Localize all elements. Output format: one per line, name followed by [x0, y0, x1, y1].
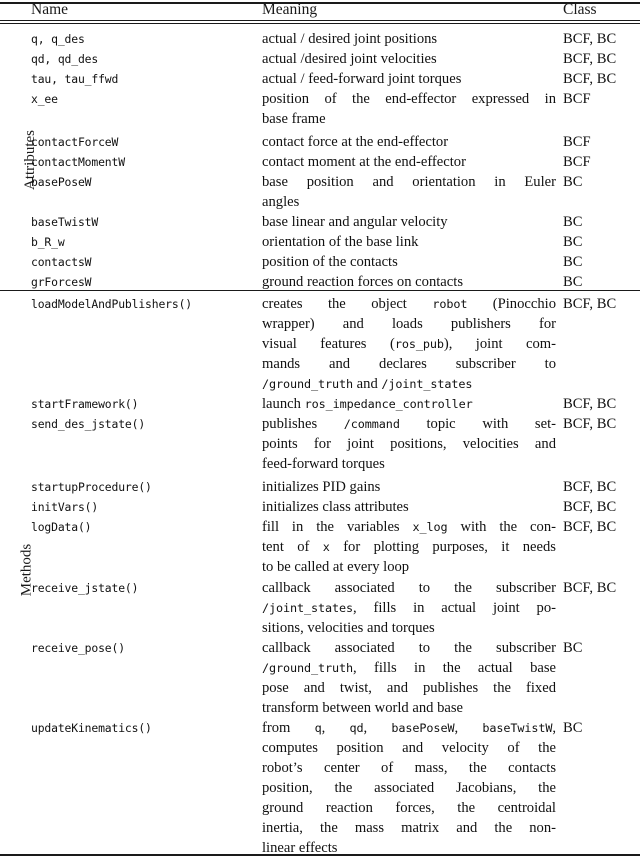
attribute-class: BC [563, 214, 583, 230]
meaning-line [262, 598, 556, 618]
method-name: updateKinematics() [31, 721, 152, 735]
method-meaning [262, 517, 556, 577]
meaning-text: tent of [262, 539, 323, 555]
meaning-text: launch [262, 396, 305, 412]
meaning-line: angles [262, 194, 300, 210]
code-token: /ground_truth [262, 377, 354, 391]
meaning-line: ground reaction forces, the centroidal [262, 800, 556, 816]
method-class: BCF, BC [563, 499, 617, 515]
attribute-class: BCF [563, 154, 591, 170]
method-name: startFramework() [31, 397, 139, 411]
meaning-line: inertia, the mass matrix and the non- [262, 820, 556, 836]
meaning-line: linear effects [262, 840, 338, 856]
meaning-text: , fills in actual joint po- [353, 600, 556, 616]
method-name: receive_jstate() [31, 581, 139, 595]
meaning-text: , [363, 720, 392, 736]
meaning-line [262, 718, 556, 738]
method-meaning [262, 394, 556, 414]
meaning-line [262, 658, 556, 678]
meaning-line: mands and declares subscriber to [262, 356, 556, 372]
attribute-name: grForcesW [31, 275, 92, 289]
attribute-meaning [262, 89, 556, 129]
code-token: x_log [412, 520, 448, 534]
meaning-text: (Pinocchio [467, 296, 556, 312]
attribute-name: x_ee [31, 92, 58, 106]
method-class: BCF, BC [563, 396, 617, 412]
code-token: q [314, 721, 322, 735]
attribute-meaning: base linear and angular velocity [262, 214, 448, 230]
method-class: BCF, BC [563, 416, 617, 432]
meaning-text: visual features ( [262, 336, 395, 352]
meaning-text: fill in the variables [262, 519, 413, 535]
meaning-line [262, 334, 556, 354]
group-label-attributes-text: Attributes [22, 130, 38, 190]
method-name: receive_pose() [31, 641, 125, 655]
attribute-name: qd, qd_des [31, 52, 99, 66]
meaning-text: and [353, 376, 382, 392]
attribute-class: BC [563, 234, 583, 250]
code-token: ros_pub [394, 337, 444, 351]
attribute-meaning: actual / feed-forward joint torques [262, 71, 462, 87]
attribute-name: contactForceW [31, 135, 119, 149]
code-token: baseTwistW [482, 721, 553, 735]
code-token: /command [343, 417, 400, 431]
meaning-line: callback associated to the subscriber [262, 580, 556, 596]
attribute-meaning: position of the contacts [262, 254, 398, 270]
code-token: qd [349, 721, 364, 735]
meaning-line: sitions, velocities and torques [262, 620, 435, 636]
attribute-class: BC [563, 274, 583, 290]
meaning-line: callback associated to the subscriber [262, 640, 556, 656]
attribute-meaning: actual / desired joint positions [262, 31, 438, 47]
meaning-line: robot’s center of mass, the contacts [262, 760, 556, 776]
meaning-line: transform between world and base [262, 700, 463, 716]
meaning-line [262, 517, 556, 537]
meaning-text: , [552, 720, 557, 736]
attribute-class: BCF, BC [563, 31, 617, 47]
method-meaning [262, 414, 556, 474]
attribute-name: contactMomentW [31, 155, 125, 169]
column-header-name: Name [31, 1, 69, 18]
code-token: /joint_states [381, 377, 473, 391]
group-label-methods [0, 543, 35, 597]
meaning-line: position, the associated Jacobians, the [262, 780, 556, 796]
meaning-text: , fills in the actual base [353, 660, 556, 676]
meaning-line: pose and twist, and publishes the fixed [262, 680, 556, 696]
meaning-line: wrapper) and loads publishers for [262, 316, 556, 332]
meaning-line: position of the end-effector expressed in [262, 91, 556, 107]
method-class: BC [563, 720, 583, 736]
code-token: /ground_truth [262, 661, 354, 675]
method-class: BCF, BC [563, 296, 617, 312]
code-token: robot [432, 297, 468, 311]
meaning-line: base position and orientation in Euler [262, 174, 556, 190]
meaning-text: creates the object [262, 296, 433, 312]
method-class: BCF, BC [563, 479, 617, 495]
method-meaning: initializes PID gains [262, 479, 381, 495]
method-name: loadModelAndPublishers() [31, 297, 192, 311]
meaning-text: publishes [262, 416, 344, 432]
meaning-text: ), joint com- [443, 336, 556, 352]
attribute-meaning: contact force at the end-effector [262, 134, 449, 150]
column-header-class: Class [563, 1, 597, 18]
method-name: initVars() [31, 500, 99, 514]
group-label-methods-text: Methods [18, 543, 35, 597]
meaning-line [262, 294, 556, 314]
method-name: startupProcedure() [31, 480, 152, 494]
meaning-line [262, 414, 556, 434]
group-label-attributes [0, 130, 38, 190]
attribute-class: BC [563, 254, 583, 270]
attribute-meaning: contact moment at the end-effector [262, 154, 466, 170]
attribute-meaning: orientation of the base link [262, 234, 419, 250]
attribute-meaning: actual /desired joint velocities [262, 51, 437, 67]
meaning-line: computes position and velocity of the [262, 740, 556, 756]
attribute-class: BCF [563, 91, 591, 107]
meaning-text: with the con- [447, 519, 556, 535]
method-meaning [262, 578, 556, 638]
table-header-rule-upper [0, 20, 640, 21]
code-token: basePoseW [391, 721, 455, 735]
method-class: BCF, BC [563, 580, 617, 596]
column-header-meaning: Meaning [262, 1, 318, 18]
meaning-text: , [454, 720, 483, 736]
code-token: ros_impedance_controller [304, 397, 473, 411]
meaning-line: feed-forward torques [262, 456, 385, 472]
attribute-name: tau, tau_ffwd [31, 72, 119, 86]
meaning-text: , [321, 720, 350, 736]
attribute-meaning: ground reaction forces on contacts [262, 274, 463, 290]
attribute-name: contactsW [31, 255, 92, 269]
code-token: /joint_states [262, 601, 354, 615]
method-meaning [262, 718, 556, 858]
code-token: x [322, 540, 330, 554]
method-class: BCF, BC [563, 519, 617, 535]
attribute-class: BCF, BC [563, 71, 617, 87]
attribute-class: BCF, BC [563, 51, 617, 67]
method-class: BC [563, 640, 583, 656]
meaning-line [262, 537, 556, 557]
attribute-meaning [262, 172, 556, 212]
meaning-text: topic with set- [399, 416, 556, 432]
attribute-class: BC [563, 174, 583, 190]
attribute-name: baseTwistW [31, 215, 99, 229]
meaning-text: for plotting purposes, it needs [329, 539, 556, 555]
attribute-name: b_R_w [31, 235, 65, 249]
method-meaning: initializes class attributes [262, 499, 409, 515]
meaning-line: to be called at every loop [262, 559, 410, 575]
meaning-text: from [262, 720, 315, 736]
attribute-name: q, q_des [31, 32, 85, 46]
meaning-line: base frame [262, 111, 326, 127]
method-name: logData() [31, 520, 92, 534]
table-header-rule-lower [0, 23, 640, 24]
meaning-line: points for joint positions, velocities and [262, 436, 556, 452]
meaning-line [262, 374, 556, 394]
method-name: send_des_jstate() [31, 417, 146, 431]
method-meaning [262, 638, 556, 718]
attribute-name: basePoseW [31, 175, 92, 189]
attribute-class: BCF [563, 134, 591, 150]
method-meaning [262, 294, 556, 394]
